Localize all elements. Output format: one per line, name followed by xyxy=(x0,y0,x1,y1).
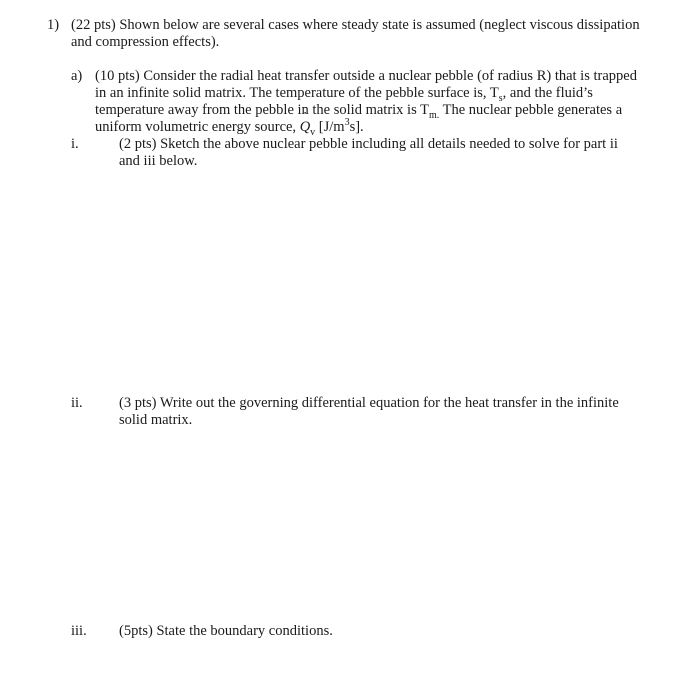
part-a-line-3-text: temperature away from the pebble in the solid matrix is T xyxy=(95,102,429,118)
part-i-line-1: (2 pts) Sketch the above nuclear pebble including all details needed to solve for part ii xyxy=(119,136,618,152)
part-i-label: i. xyxy=(71,136,79,152)
part-iii-prompt xyxy=(119,623,659,640)
part-ii-line-2: solid matrix. xyxy=(119,412,193,428)
tm-subscript: m. xyxy=(428,109,440,121)
part-iii-line-1: (5pts) State the boundary conditions. xyxy=(119,623,333,639)
part-a-line-2 xyxy=(95,85,655,102)
part-a-line-4 xyxy=(95,119,655,136)
part-a-line-4-text: uniform volumetric energy source, xyxy=(95,119,300,135)
part-i-line-2: and iii below. xyxy=(119,153,198,169)
question-prompt xyxy=(71,17,671,51)
part-a-line-2-text: in an infinite solid matrix. The temperature of the pebble surface is, T xyxy=(95,85,499,101)
part-iii-label: iii. xyxy=(71,623,87,639)
part-a-line-3 xyxy=(95,102,655,119)
part-ii-prompt xyxy=(119,395,659,429)
unit-post: s]. xyxy=(349,119,364,135)
part-a-line-1: (10 pts) Consider the radial heat transfer outside a nuclear pebble (of radius R) that is trapped xyxy=(95,68,637,84)
q-dot-symbol: ˙ Q xyxy=(300,119,310,136)
part-i-prompt xyxy=(119,136,659,170)
ts-subscript: s xyxy=(498,92,503,104)
question-line-1: (22 pts) Shown below are several cases where steady state is assumed (neglect viscous dissipation xyxy=(71,17,640,33)
part-a-line-3-end: The nuclear pebble generates a xyxy=(439,102,623,118)
q-subscript: v xyxy=(310,126,316,138)
part-ii-line-1: (3 pts) Write out the governing differential equation for the heat transfer in the infinite xyxy=(119,395,619,411)
part-ii-label: ii. xyxy=(71,395,83,411)
question-number: 1) xyxy=(47,17,60,33)
part-a-prompt xyxy=(95,68,655,136)
part-a-label: a) xyxy=(71,68,83,84)
question-line-2: and compression effects). xyxy=(71,34,220,50)
unit-pre: [J/m xyxy=(315,119,345,135)
unit-superscript: 3 xyxy=(344,117,350,129)
part-a-line-2-end: , and the fluid’s xyxy=(502,85,593,101)
